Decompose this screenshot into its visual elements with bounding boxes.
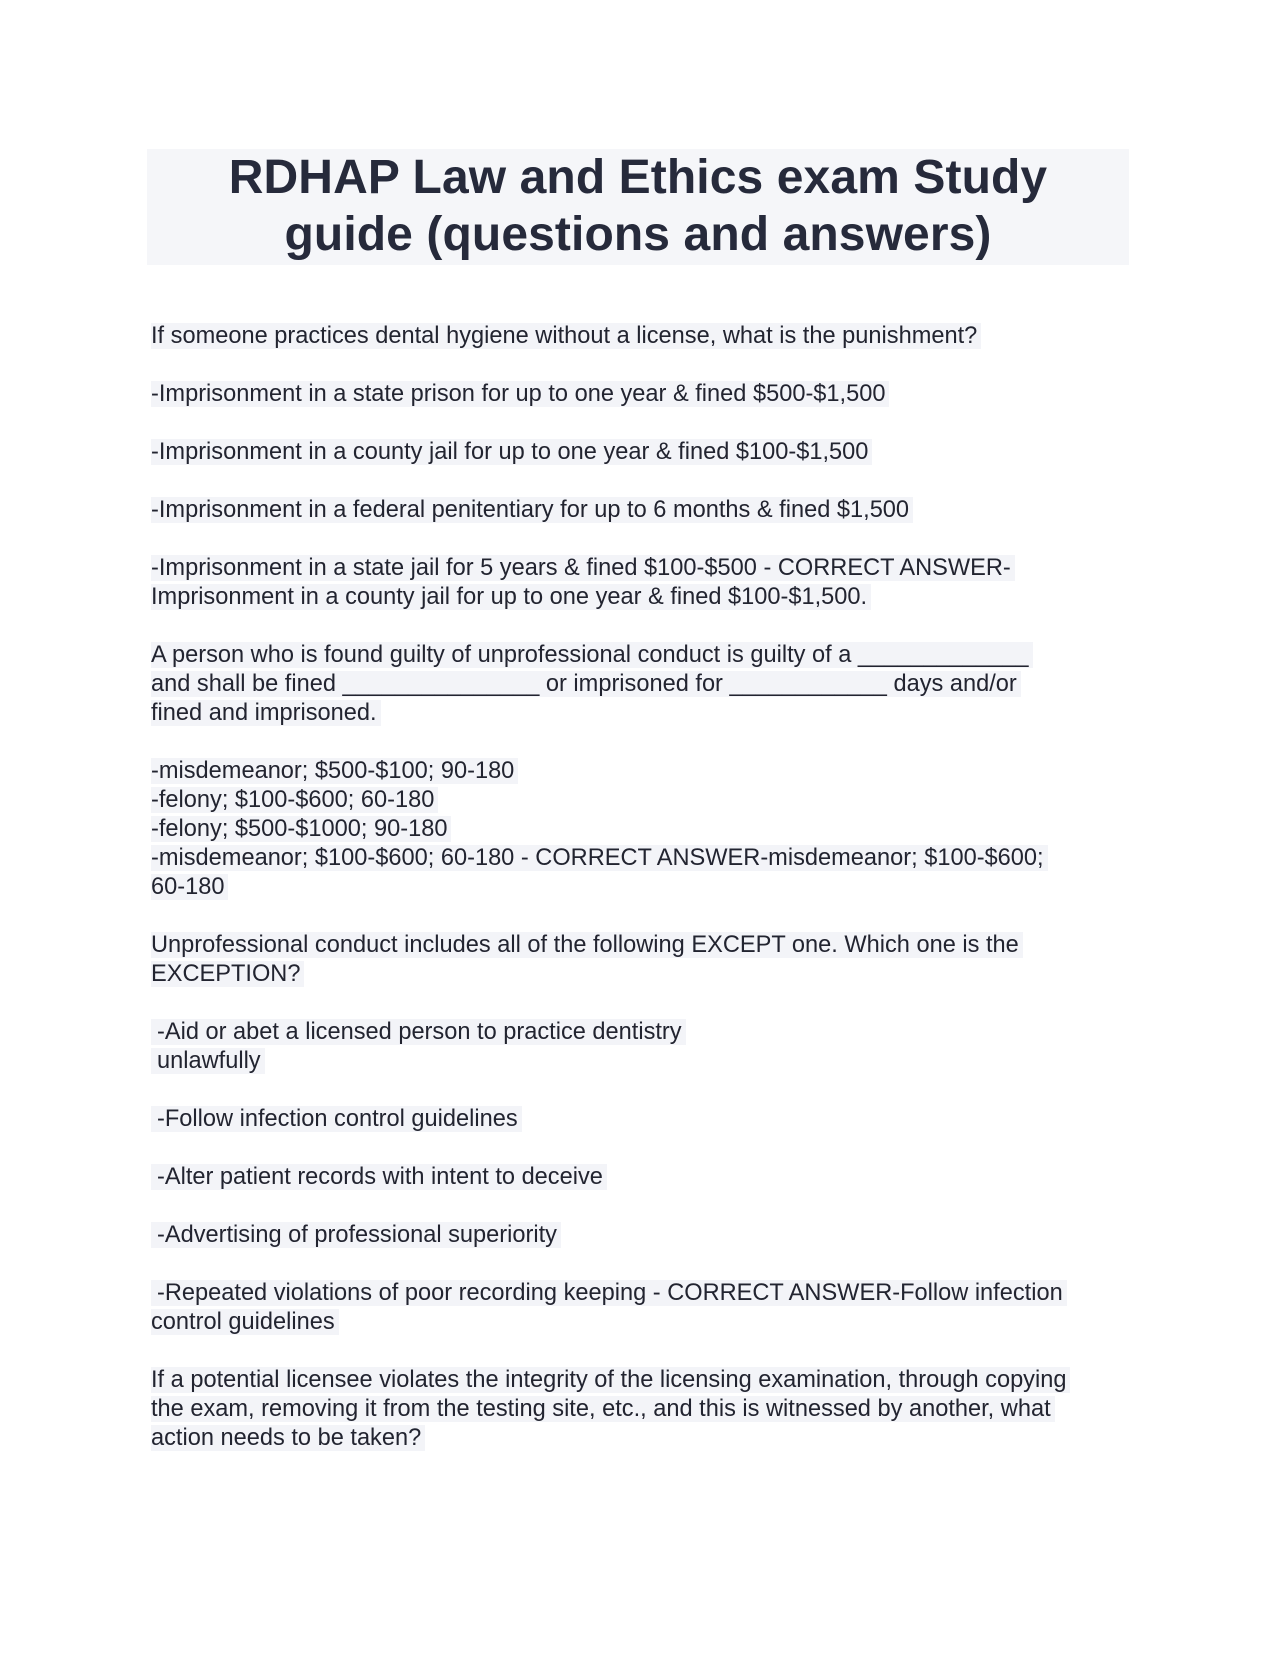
- q3-option-e-line-1: -Repeated violations of poor recording keeping - CORRECT ANSWER-Follow infection: [151, 1280, 1067, 1306]
- q2-option-line-4: -misdemeanor; $100-$600; 60-180 - CORRECT ANSWER-misdemeanor; $100-$600;: [151, 845, 1048, 871]
- q3-option-b: [151, 1105, 1141, 1134]
- q3-question: [151, 931, 1141, 989]
- q3-option-a: [151, 1018, 1141, 1076]
- q3-option-e-answer: [151, 1279, 1141, 1337]
- q4-question: [151, 1366, 1141, 1453]
- q3-option-a-line-1: -Aid or abet a licensed person to practice dentistry: [151, 1019, 686, 1045]
- title-line-1: RDHAP Law and Ethics exam Study: [228, 151, 1048, 204]
- q2-question: [151, 641, 1141, 728]
- q2-option-line-1: -misdemeanor; $500-$100; 90-180: [151, 758, 518, 784]
- q2-question-line-1: A person who is found guilty of unprofessional conduct is guilty of a _____________: [151, 642, 1033, 668]
- q1-option-d-answer: [151, 554, 1141, 612]
- q2-option-line-5: 60-180: [151, 874, 228, 900]
- q1-option-b: [151, 438, 1141, 467]
- q3-option-e-line-2: control guidelines: [151, 1309, 339, 1335]
- q2-option-line-3: -felony; $500-$1000; 90-180: [151, 816, 451, 842]
- q2-question-line-2: and shall be fined _______________ or imprisoned for ____________ days and/or: [151, 671, 1021, 697]
- q3-option-c-text: -Alter patient records with intent to deceive: [151, 1164, 607, 1190]
- q1-question: [151, 322, 1141, 351]
- q1-question-text: If someone practices dental hygiene without a license, what is the punishment?: [151, 323, 981, 349]
- q1-option-c-text: -Imprisonment in a federal penitentiary for up to 6 months & fined $1,500: [151, 497, 913, 523]
- q3-question-line-2: EXCEPTION?: [151, 961, 304, 987]
- q1-option-d-line-2: Imprisonment in a county jail for up to one year & fined $100-$1,500.: [151, 584, 871, 610]
- q3-option-d: [151, 1221, 1141, 1250]
- q1-option-b-text: -Imprisonment in a county jail for up to one year & fined $100-$1,500: [151, 439, 872, 465]
- document-body: [151, 322, 1141, 1482]
- q4-question-line-1: If a potential licensee violates the integrity of the licensing examination, through copying: [151, 1367, 1070, 1393]
- page-title: [147, 149, 1129, 263]
- q4-question-line-2: the exam, removing it from the testing site, etc., and this is witnessed by another, what: [151, 1396, 1055, 1422]
- q1-option-a: [151, 380, 1141, 409]
- q1-option-d-line-1: -Imprisonment in a state jail for 5 years & fined $100-$500 - CORRECT ANSWER-: [151, 555, 1015, 581]
- q4-question-line-3: action needs to be taken?: [151, 1425, 425, 1451]
- q3-option-c: [151, 1163, 1141, 1192]
- q3-option-d-text: -Advertising of professional superiority: [151, 1222, 561, 1248]
- q3-question-line-1: Unprofessional conduct includes all of the following EXCEPT one. Which one is the: [151, 932, 1023, 958]
- q2-question-line-3: fined and imprisoned.: [151, 700, 381, 726]
- q1-option-a-text: -Imprisonment in a state prison for up to one year & fined $500-$1,500: [151, 381, 889, 407]
- q3-option-a-line-2: unlawfully: [151, 1048, 265, 1074]
- title-line-2: guide (questions and answers): [284, 208, 992, 261]
- title-block: [147, 149, 1129, 265]
- q2-options: [151, 757, 1141, 902]
- q1-option-c: [151, 496, 1141, 525]
- q2-option-line-2: -felony; $100-$600; 60-180: [151, 787, 438, 813]
- q3-option-b-text: -Follow infection control guidelines: [151, 1106, 522, 1132]
